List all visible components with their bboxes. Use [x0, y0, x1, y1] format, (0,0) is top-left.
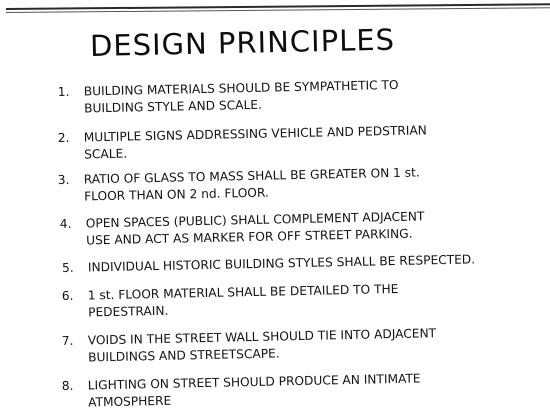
principle-item	[62, 278, 533, 322]
principle-text: MULTIPLE SIGNS ADDRESSING VEHICLE AND PEDSTRIAN SCALE.	[83, 123, 427, 161]
principle-number: 8.	[61, 378, 74, 394]
principle-item	[60, 206, 531, 250]
principle-text: RATIO OF GLASS TO MASS SHALL BE GREATER ON 1 st. FLOOR THAN ON 2 nd. FLOOR.	[83, 165, 420, 203]
principle-text: INDIVIDUAL HISTORIC BUILDING STYLES SHALL BE RESPECTED.	[87, 252, 476, 275]
principle-item	[62, 323, 533, 367]
principle-text: OPEN SPACES (PUBLIC) SHALL COMPLEMENT ADJACENT USE AND ACT AS MARKER FOR OFF STREET PARKING.	[85, 209, 425, 247]
principle-text: BUILDING MATERIALS SHOULD BE SYMPATHETIC TO BUILDING STYLE AND SCALE.	[83, 77, 399, 115]
principle-item	[62, 250, 542, 278]
principle-number: 7.	[61, 333, 74, 349]
principle-text: VOIDS IN THE STREET WALL SHOULD TIE INTO ADJACENT BUILDINGS AND STREETSCAPE.	[87, 326, 437, 364]
principle-number: 2.	[57, 130, 70, 146]
principle-item	[58, 75, 499, 118]
principle-item	[58, 162, 519, 206]
principle-item	[58, 120, 519, 164]
principle-number: 6.	[61, 288, 74, 304]
principle-item	[62, 368, 533, 412]
principle-number: 3.	[57, 172, 70, 188]
principle-number: 4.	[59, 216, 72, 232]
principle-text: 1 st. FLOOR MATERIAL SHALL BE DETAILED TO THE PEDESTRAIN.	[87, 281, 399, 319]
principle-number: 1.	[57, 84, 70, 100]
top-border-rule	[6, 3, 550, 16]
principle-number: 5.	[61, 260, 74, 275]
principle-text: LIGHTING ON STREET SHOULD PRODUCE AN INTIMATE ATMOSPHERE	[87, 371, 421, 409]
page-title: DESIGN PRINCIPLES	[89, 22, 396, 63]
